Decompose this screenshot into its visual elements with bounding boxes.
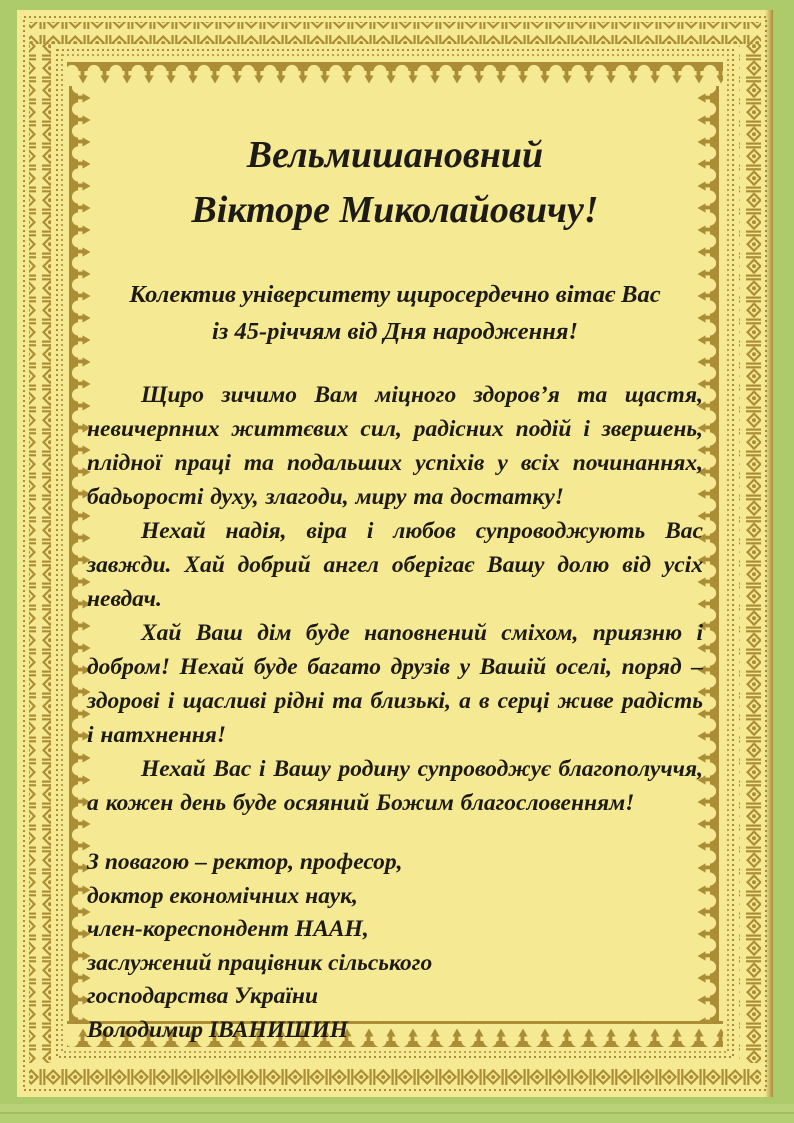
page-bottom-strip [0, 1104, 794, 1123]
letter-body [87, 378, 703, 820]
signature-line: заслужений працівник сільського [87, 949, 433, 976]
signature-line: Володимир ІВАНИШИН [87, 1016, 349, 1043]
body-paragraph: Нехай надія, віра і любов супроводжують Вас завжди. Хай добрий ангел оберігає Вашу долю від усіх невдач. [87, 518, 703, 612]
signature-line: доктор економічних наук, [87, 882, 358, 909]
signature-line: З повагою – ректор, професор, [87, 849, 403, 875]
body-paragraph: Щиро зичимо Вам міцного здоров’я та щастя, невичерпних життєвих сил, радісних подій і звершень, плідної праці та подальших успіхів у всіх починаннях, бадьорості духу, злагоди, миру та достатку! [87, 382, 703, 510]
salutation-line1: Вельмишановний [246, 134, 544, 176]
body-paragraph: Хай Ваш дім буде наповнений сміхом, приязню і добром! Нехай буде багато друзів у Вашій оселі, поряд – здорові і щасливі рідні та близькі, а в серці живе радість і натхнення! [87, 620, 703, 748]
signature-block [87, 846, 703, 1047]
greeting-subheading [87, 276, 703, 350]
certificate-sheet [17, 10, 773, 1097]
signature-line: член-кореспондент НААН, [87, 916, 369, 942]
body-paragraph: Нехай Вас і Вашу родину супроводжує благополуччя, а кожен день буде осяяний Божим благословенням! [87, 756, 703, 816]
signature-line: господарства України [87, 983, 319, 1009]
greeting-line2: із 45-річчям від Дня народження! [212, 318, 578, 345]
salutation-line2: Вікторе Миколайовичу! [191, 189, 599, 231]
salutation-heading [87, 128, 703, 238]
letter-content [17, 10, 773, 1097]
greeting-line1: Колектив університету щиросердечно вітає Вас [129, 281, 661, 308]
